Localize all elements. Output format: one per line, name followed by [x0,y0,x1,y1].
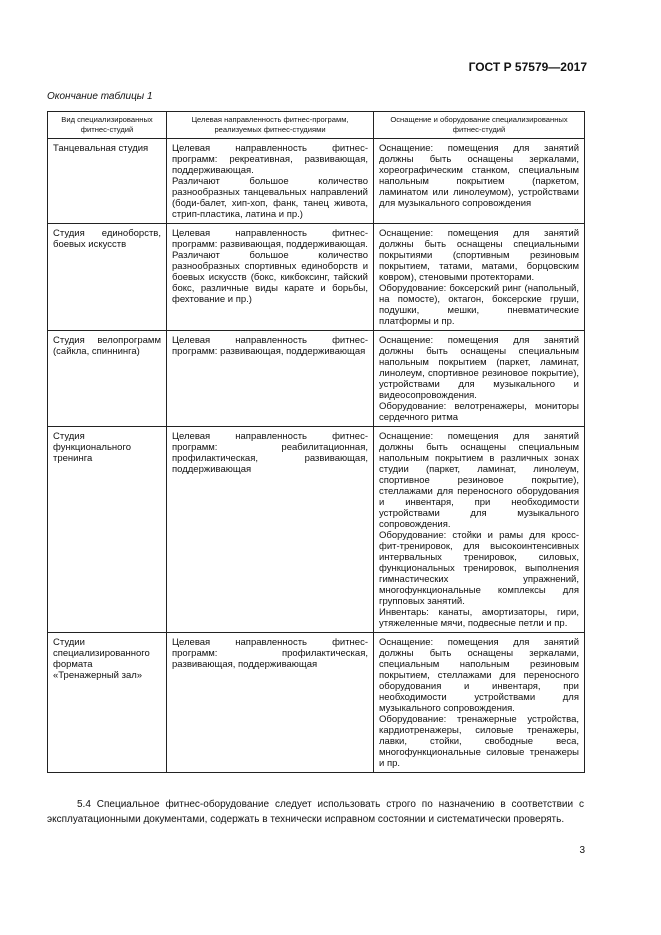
cell-focus [167,139,374,224]
cell-equipment [374,224,585,331]
focus-text: Целевая направленность фитнес-программ: профилактическая, развивающая, поддерживающая [172,637,368,670]
focus-text: Целевая направленность фитнес-программ: развивающая, поддерживающая. [172,228,368,250]
cell-focus [167,224,374,331]
cell-studio-type [48,139,167,224]
column-header-focus: Целевая направленность фитнес-программ, реализуемых фитнес-студиями [167,112,374,139]
column-header-equipment: Оснащение и оборудование специализированных фитнес-студий [374,112,585,139]
studio-type-text: Студия единоборств, боевых искусств [53,228,161,250]
focus-text: Целевая направленность фитнес-программ: развивающая, поддерживающая [172,335,368,357]
cell-studio-type [48,427,167,633]
table-caption: Окончание таблицы 1 [47,91,153,102]
equipment-text: Оборудование: велотренажеры, мониторы сердечного ритма [379,401,579,423]
studio-type-text: Студии специализированного формата «Тренажерный зал» [53,637,150,681]
cell-studio-type [48,224,167,331]
page-number: 3 [579,845,585,856]
table-row [48,224,585,331]
studio-type-text: Танцевальная студия [53,143,149,154]
cell-equipment [374,331,585,427]
focus-text: Различают большое количество разнообразных спортивных единоборств и боевых искусств (бокс, кикбоксинг, тайский бокс, различные виды карате и борьбы, фехтование и пр.) [172,250,368,305]
equipment-text: Оборудование: стойки и рамы для кросс-фит-тренировок, для высокоинтенсивных интервальных тренировок, силовых, функциональных тренировок, выполнения гимнастических упражнений, многофункциональные комплексы для групповых занятий. [379,530,579,607]
studio-type-text: Студия функционального тренинга [53,431,131,464]
table-row [48,139,585,224]
table-row [48,331,585,427]
table-row [48,427,585,633]
equipment-text: Оборудование: боксерский ринг (напольный, на помосте), октагон, боксерские груши, подушки, мешки, пневматические платформы и пр. [379,283,579,327]
standard-number: ГОСТ Р 57579—2017 [468,60,587,74]
cell-focus [167,633,374,773]
cell-studio-type [48,331,167,427]
equipment-text: Оснащение: помещения для занятий должны быть оснащены специальным напольным покрытием в различных зонах студии (паркет, ламинат, линолеум, спортивное резиновое покрытие), стеллажами для переносного оборудования и инвентаря, при необходимости устройствами для музыкального сопровождения. [379,431,579,530]
table-header-row [48,112,585,139]
table-row [48,633,585,773]
focus-text: Целевая направленность фитнес-программ: рекреативная, развивающая, поддерживающая. [172,143,368,176]
cell-equipment [374,633,585,773]
equipment-text: Оборудование: тренажерные устройства, кардиотренажеры, силовые тренажеры, лавки, стойки, свободные веса, многофункциональные силовые тренажеры и пр. [379,714,579,769]
cell-focus [167,331,374,427]
cell-equipment [374,427,585,633]
equipment-text: Оснащение: помещения для занятий должны быть оснащены зеркалами, хореографическим станком, специальным напольным покрытием (паркетом, ламинатом или линолеумом), устройствами для музыкального сопровождения [379,143,579,209]
column-header-type: Вид специализированных фитнес-студий [48,112,167,139]
studio-type-text: Студия велопрограмм (сайкла, спиннинга) [53,335,161,357]
equipment-text: Оснащение: помещения для занятий должны быть оснащены специальным напольным покрытием (паркет, ламинат, линолеум, спортивное резиновое покрытие), устройствами для музыкального и видеосопровождения. [379,335,579,401]
equipment-text: Инвентарь: канаты, амортизаторы, гири, утяжеленные мячи, подвесные петли и пр. [379,607,579,629]
equipment-text: Оснащение: помещения для занятий должны быть оснащены зеркалами, специальным напольным резиновым покрытием, стеллажами для переносного оборудования и инвентаря, при необходимости устройствами для музыкального сопровождения. [379,637,579,714]
cell-studio-type [48,633,167,773]
cell-equipment [374,139,585,224]
fitness-studios-table [47,111,585,773]
focus-text: Различают большое количество разнообразных танцевальных направлений (боди-балет, хип-хоп, фанк, танец живота, стрип-пластика, латина и пр.) [172,176,368,220]
paragraph-5-4: 5.4 Специальное фитнес-оборудование следует использовать строго по назначению в соответствии с эксплуатационными документами, содержать в технически исправном состоянии и систематически проверять. [47,799,584,825]
equipment-text: Оснащение: помещения для занятий должны быть оснащены специальными покрытиями (спортивным резиновым покрытием, татами, матами, борцовским ковром), стеновыми протекторами. [379,228,579,283]
focus-text: Целевая направленность фитнес-программ: реабилитационная, профилактическая, развивающая, поддерживающая [172,431,368,475]
cell-focus [167,427,374,633]
